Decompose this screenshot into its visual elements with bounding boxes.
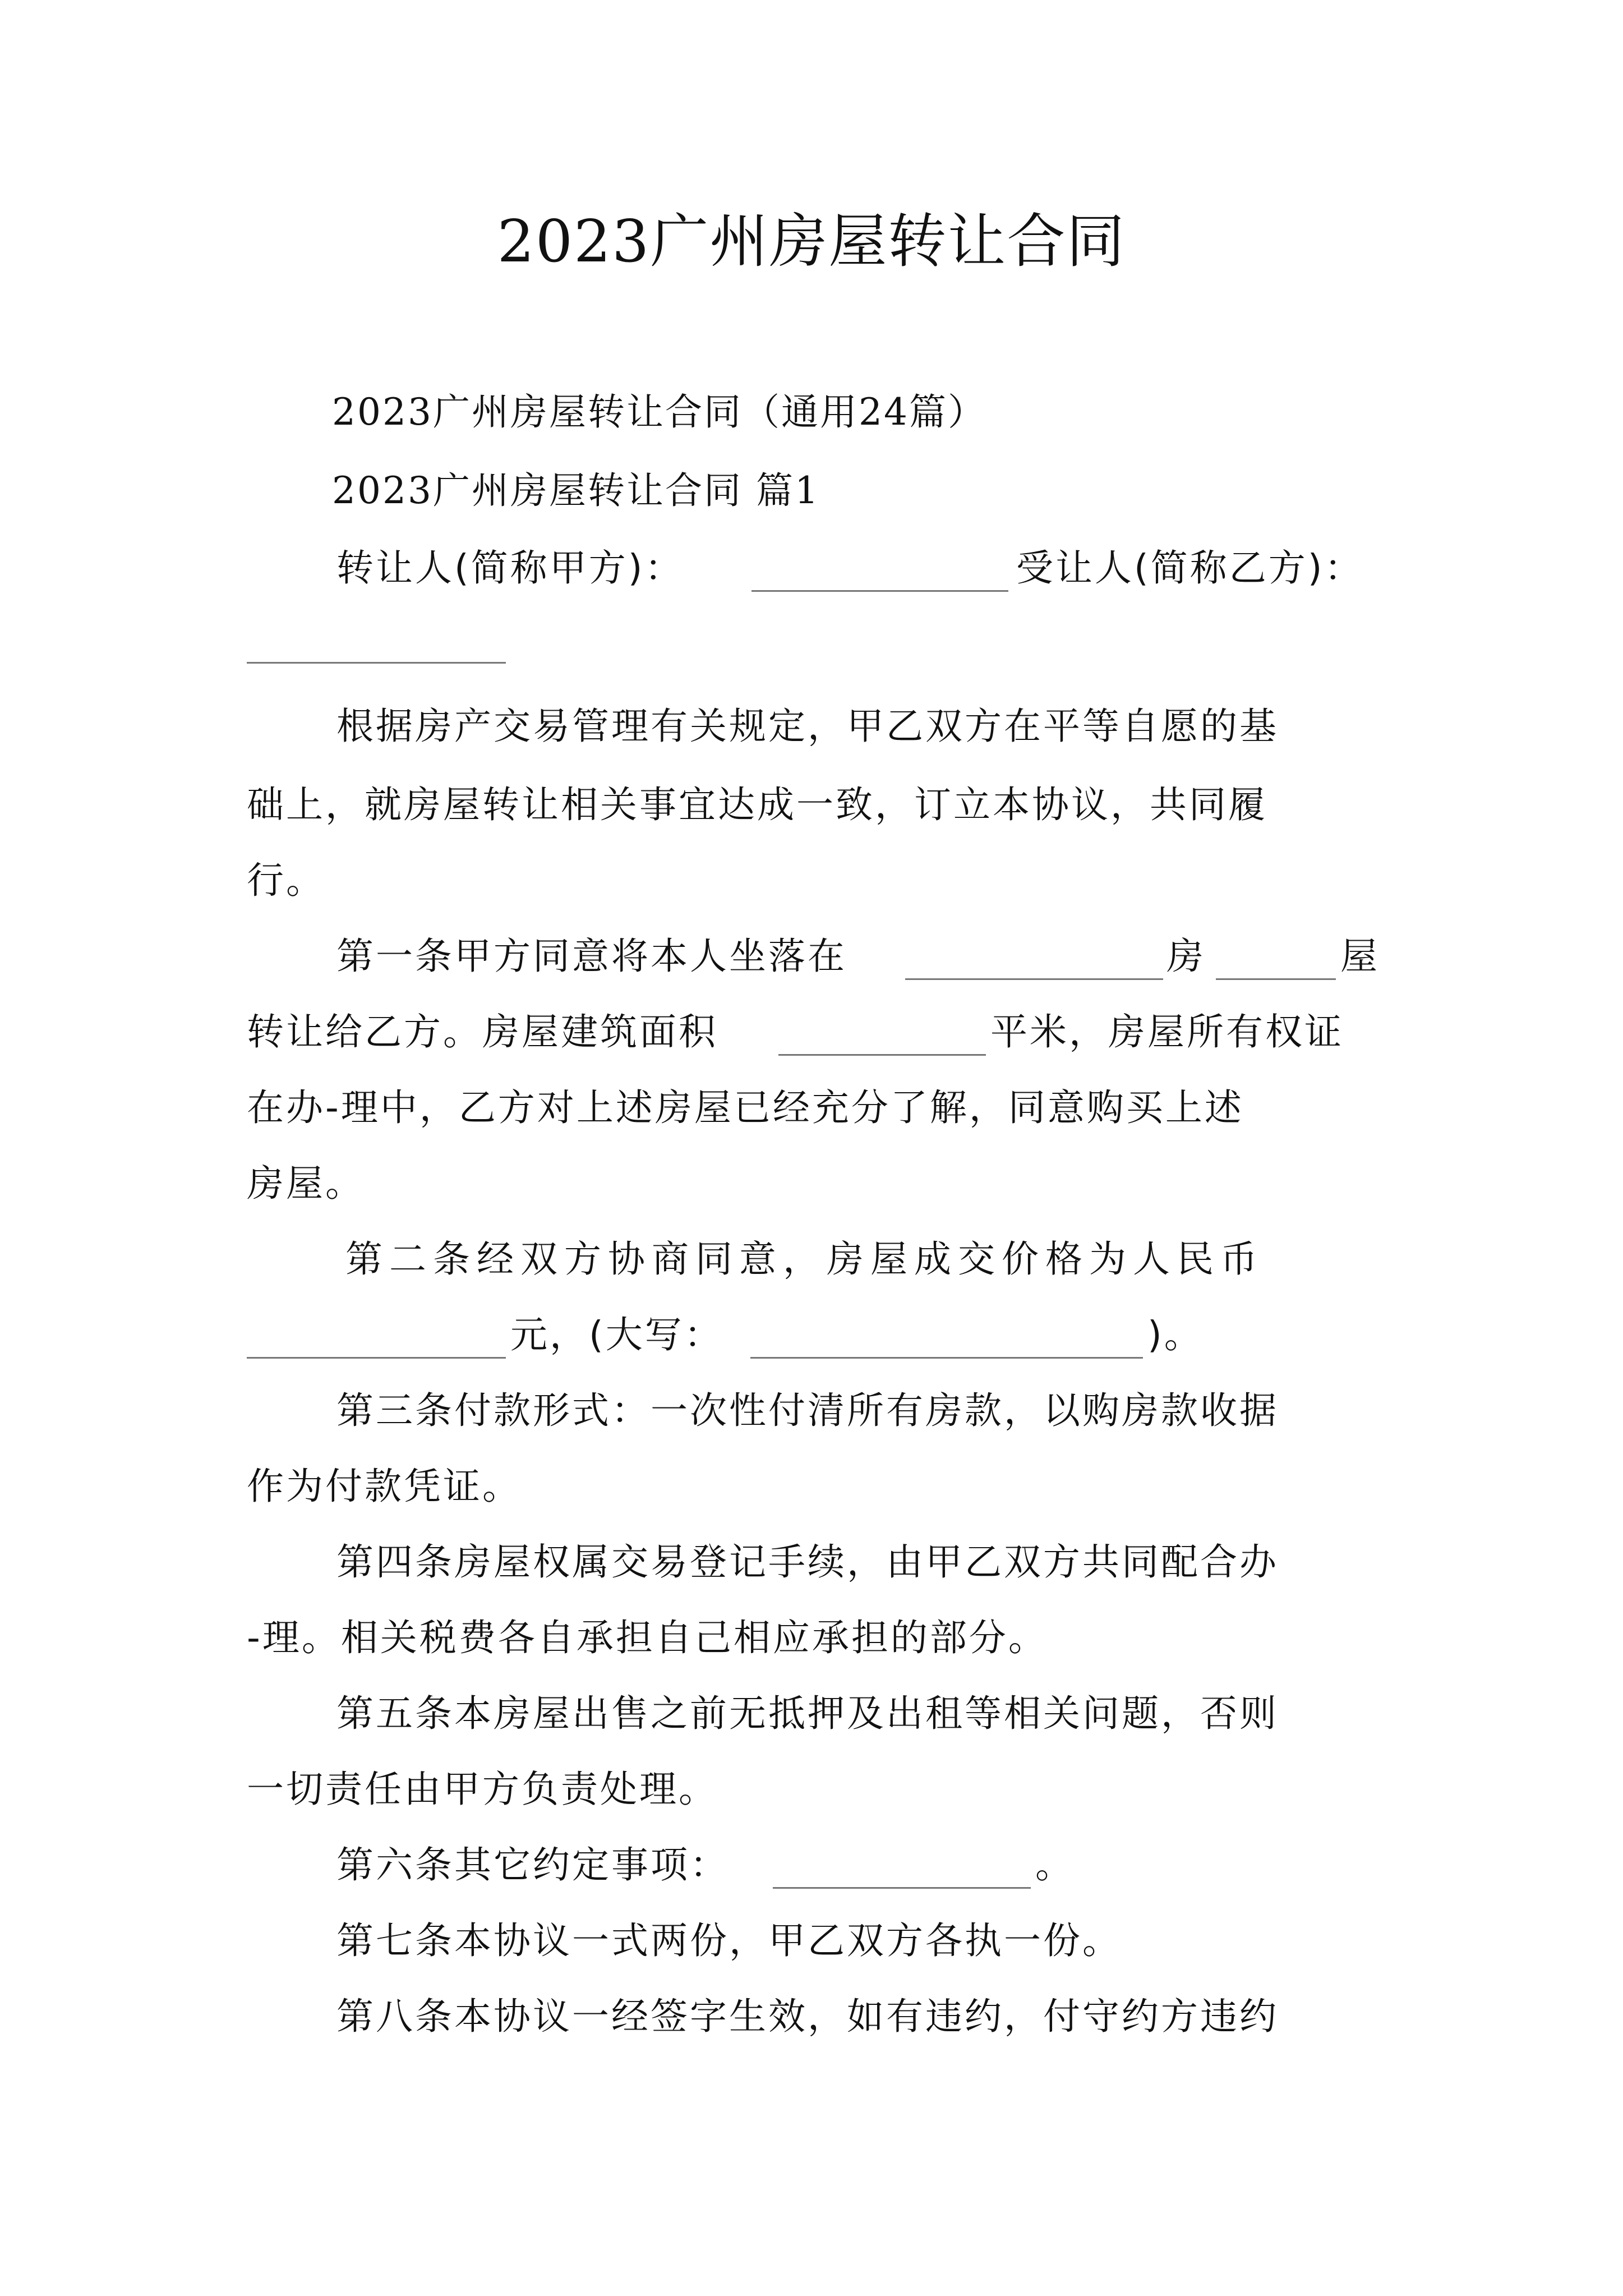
preamble-line-3: 行。 [247, 859, 325, 902]
area-blank[interactable] [778, 1054, 986, 1056]
article6-line-a: 第六条其它约定事项： [336, 1843, 729, 1887]
location-blank[interactable] [905, 978, 1163, 980]
price-words-blank[interactable] [750, 1357, 1143, 1359]
article1-line-3: 在办-理中，乙方对上述房屋已经充分了解，同意购买上述 [247, 1086, 1244, 1129]
preamble-line-2: 础上，就房屋转让相关事宜达成一致，订立本协议，共同履 [247, 783, 1267, 826]
document-subtitle: 2023广州房屋转让合同（通用24篇） [332, 390, 986, 434]
article3-line-1: 第三条付款形式：一次性付清所有房款，以购房款收据 [336, 1389, 1279, 1432]
article1-line-2b: 平米，房屋所有权证 [990, 1010, 1344, 1053]
article1-line-4: 房屋。 [247, 1162, 365, 1205]
article5-line-1: 第五条本房屋出售之前无抵押及出租等相关问题，否则 [336, 1692, 1279, 1735]
article8-line: 第八条本协议一经签字生效，如有违约，付守约方违约 [336, 1995, 1279, 2038]
other-terms-blank[interactable] [773, 1887, 1031, 1889]
article2-line-2a: 元，(大写： [510, 1313, 723, 1356]
article1-line-1b: 房 [1166, 935, 1206, 978]
transferor-blank[interactable] [751, 590, 1008, 592]
article1-line-1c: 屋 [1340, 935, 1380, 978]
article4-line-1: 第四条房屋权属交易登记手续，由甲乙双方共同配合办 [336, 1540, 1279, 1584]
article2-line-2b: )。 [1147, 1313, 1204, 1356]
transferee-label: 受让人(简称乙方)： [1016, 546, 1364, 590]
price-blank[interactable] [247, 1357, 506, 1359]
document-title: 2023广州房屋转让合同 [497, 207, 1126, 275]
transferor-label: 转让人(简称甲方)： [336, 546, 684, 590]
room-blank[interactable] [1216, 978, 1336, 980]
preamble-line-1: 根据房产交易管理有关规定，甲乙双方在平等自愿的基 [336, 705, 1279, 748]
article3-line-2: 作为付款凭证。 [247, 1465, 522, 1508]
section-heading: 2023广州房屋转让合同 篇1 [332, 469, 820, 512]
article2-line-1: 第二条经双方协商同意，房屋成交价格为人民币 [345, 1237, 1264, 1281]
article4-line-2: -理。相关税费各自承担自己相应承担的部分。 [247, 1616, 1048, 1659]
article7-line: 第七条本协议一式两份，甲乙双方各执一份。 [336, 1919, 1122, 1962]
transferee-blank[interactable] [247, 662, 506, 664]
article5-line-2: 一切责任由甲方负责处理。 [247, 1768, 718, 1811]
article1-line-1a: 第一条甲方同意将本人坐落在 [336, 935, 847, 978]
article1-line-2a: 转让给乙方。房屋建筑面积 [247, 1010, 718, 1053]
article6-line-b: 。 [1035, 1843, 1075, 1887]
